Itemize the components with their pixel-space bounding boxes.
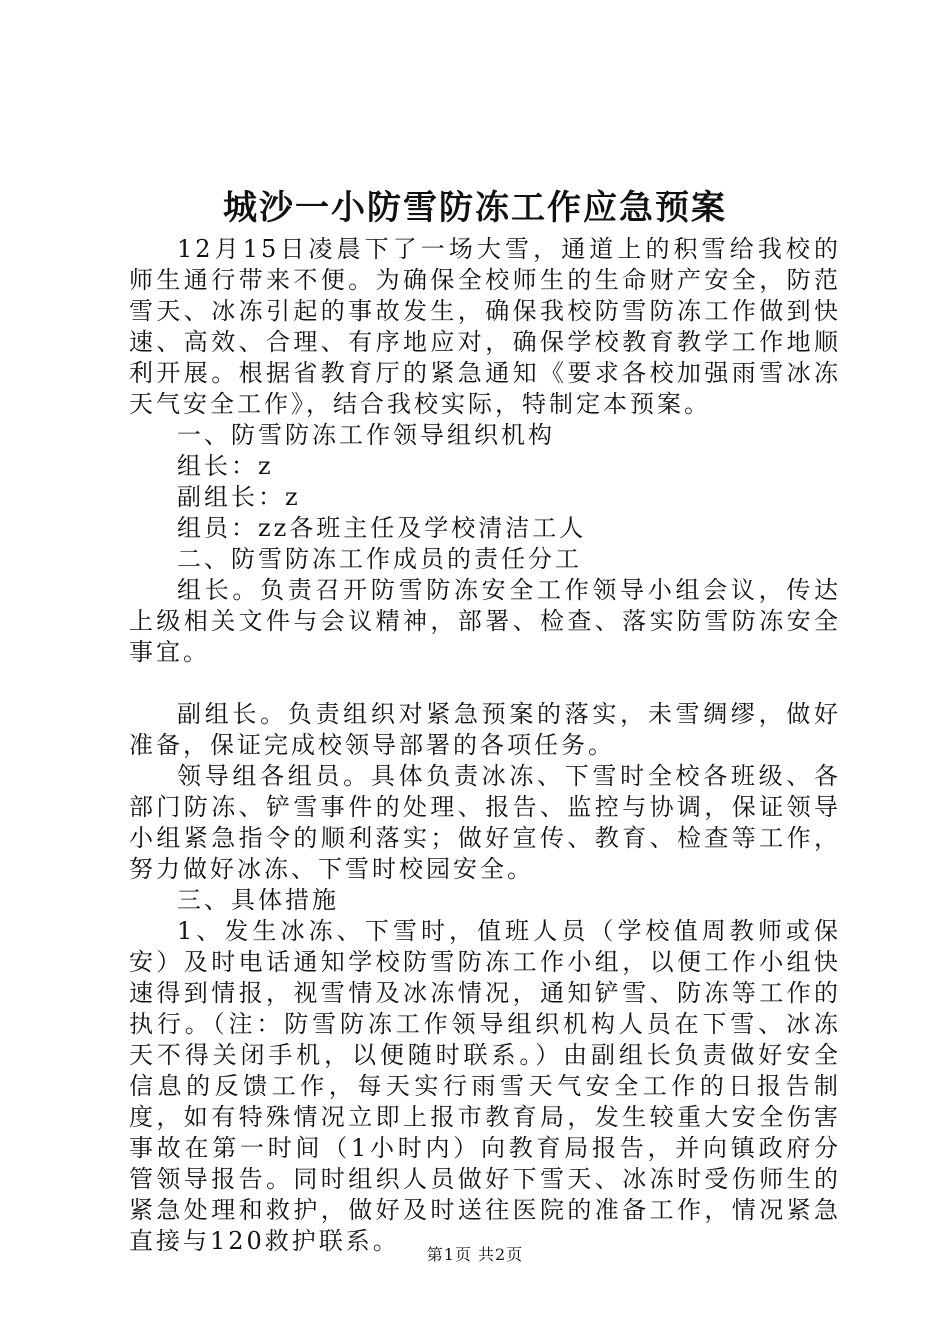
intro-paragraph: 12月15日凌晨下了一场大雪，通道上的积雪给我校的师生通行带来不便。为确保全校师生的生命财产安全，防范雪天、冰冻引起的事故发生，确保我校防雪防冻工作做到快速、高效、合理、有序地应对，确保学校教育教学工作地顺利开展。根据省教育厅的紧急通知《要求各校加强雨雪冰冻天气安全工作》，结合我校实际，特制定本预案。 bbox=[129, 235, 841, 418]
section-heading-organization: 一、防雪防冻工作领导组织机构 bbox=[177, 421, 555, 449]
section-heading-responsibilities: 二、防雪防冻工作成员的责任分工 bbox=[177, 545, 582, 573]
measure-1-paragraph: 1、发生冰冻、下雪时，值班人员（学校值周教师或保安）及时电话通知学校防雪防冻工作小组，以便工作小组快速得到情报，视雪情及冰冻情况，通知铲雪、防冻等工作的执行。（注：防雪防冻工作领导组织机构人员在下雪、冰冻天不得关闭手机，以便随时联系。）由副组长负责做好安全信息的反馈工作，每天实行雨雪天气安全工作的日报告制度，如有特殊情况立即上报市教育局，发生较重大安全伤害事故在第一时间（1小时内）向教育局报告，并向镇政府分管领导报告。同时组织人员做好下雪天、冰冻时受伤师生的紧急处理和救护，做好及时送往医院的准备工作，情况紧急直接与120救护联系。 bbox=[129, 917, 841, 1255]
deputy-leader-line: 副组长：z bbox=[177, 483, 301, 511]
document-body bbox=[129, 234, 841, 1257]
members-line: 组员：zz各班主任及学校清洁工人 bbox=[177, 514, 587, 542]
page-footer: 第1页 共2页 bbox=[426, 1245, 524, 1264]
document-title: 城沙一小防雪防冻工作应急预案 bbox=[223, 188, 727, 228]
paragraph-spacer bbox=[129, 668, 841, 699]
deputy-duty-paragraph: 副组长。负责组织对紧急预案的落实，未雪绸缪，做好准备，保证完成校领导部署的各项任务。 bbox=[129, 700, 841, 759]
section-heading-measures: 三、具体措施 bbox=[177, 886, 339, 914]
leader-line: 组长：z bbox=[177, 452, 274, 480]
leader-duty-paragraph: 组长。负责召开防雪防冻安全工作领导小组会议，传达上级相关文件与会议精神，部署、检查、落实防雪防冻安全事宜。 bbox=[129, 576, 841, 666]
members-duty-paragraph: 领导组各组员。具体负责冰冻、下雪时全校各班级、各部门防冻、铲雪事件的处理、报告、监控与协调，保证领导小组紧急指令的顺利落实；做好宣传、教育、检查等工作，努力做好冰冻、下雪时校园安全。 bbox=[129, 762, 841, 883]
